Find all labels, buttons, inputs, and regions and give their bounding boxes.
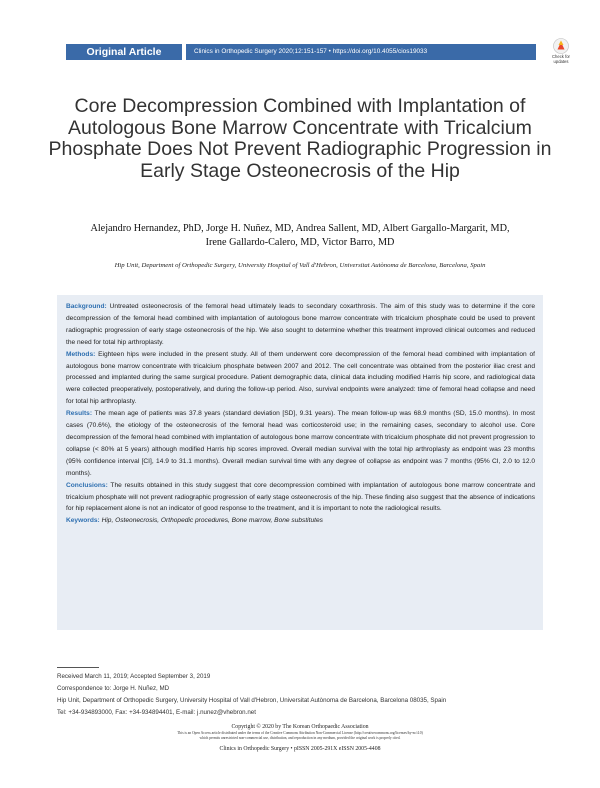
methods-label: Methods: bbox=[66, 350, 96, 358]
license-notice bbox=[60, 731, 540, 742]
article-title: Core Decompression Combined with Implantation of Autologous Bone Marrow Concentrate with Tricalcium Phosphate Does Not Prevent Radiographic Progression in Early Stage Osteonecrosis of the Hip bbox=[48, 95, 552, 182]
conclusions-label: Conclusions: bbox=[66, 481, 108, 489]
author-list bbox=[40, 222, 560, 250]
abstract-background bbox=[66, 301, 535, 349]
article-type-badge bbox=[66, 44, 182, 60]
results-text: The mean age of patients was 37.8 years (standard deviation [SD], 9.31 years). The mean follow-up was 68.9 months (SD, 15.0 months). In most cases (70.6%), the etiology of the osteonecrosis of the femoral head was corticosteroid use; in the remaining cases, secondary to alcohol use. Core decompression of the femoral head combined with implantation of autologous bone marrow concentrate with tricalcium phosphate did not prevent progression to collapse (< 80% at 5 years) although modified Harris hip scores improved. Overall median survival with the total hip arthroplasty as endpoint was 23 months (95% confidence interval [CI], 14.9 to 31.1 months). Overall median survival time with any degree of collapse as endpoint was 7 months (95% CI, 2.0 to 12.0 months). bbox=[66, 410, 535, 477]
copyright-notice: Copyright © 2020 by The Korean Orthopaedic Association bbox=[231, 724, 369, 730]
received-date: Received March 11, 2019; Accepted September 3, 2019 bbox=[57, 673, 211, 680]
results-label: Results: bbox=[66, 410, 93, 418]
conclusions-text: The results obtained in this study suggest that core decompression combined with implantation of autologous bone marrow concentrate and tricalcium phosphate will not prevent radiographic progression of early stage osteonecrosis of the hip. These finding also suggest that the absence of indications for hip replacement alone is not an indicator of good response to the treatment, and it is important to note the radiological results. bbox=[66, 481, 535, 513]
footnote-divider bbox=[57, 667, 99, 668]
author-line-2: Irene Gallardo-Calero, MD, Victor Barro, MD bbox=[205, 237, 395, 248]
citation-bar bbox=[186, 44, 536, 60]
check-for-updates-badge[interactable] bbox=[548, 38, 574, 66]
footnotes bbox=[57, 671, 557, 719]
issn-line: Clinics in Orthopedic Surgery • pISSN 2005-291X eISSN 2005-4408 bbox=[219, 746, 381, 752]
affiliation: Hip Unit, Department of Orthopedic Surgery, University Hospital of Vall d'Hebron, Universitat Autònoma de Barcelona, Barcelona, Spain bbox=[114, 262, 486, 269]
abstract-box bbox=[57, 295, 543, 630]
keywords-text: Hip, Osteonecrosis, Orthopedic procedures, Bone marrow, Bone substitutes bbox=[101, 517, 323, 525]
article-type-label: Original Article bbox=[86, 46, 162, 58]
keywords-label: Keywords: bbox=[66, 517, 100, 525]
abstract-conclusions bbox=[66, 480, 535, 516]
background-text: Untreated osteonecrosis of the femoral head ultimately leads to secondary coxarthrosis. The aim of this study was to determine if the core decompression of the femoral head combined with implantation of autologous bone marrow concentrate with tricalcium phosphate could be used to prevent radiographic progression of early stage osteonecrosis of the hip. We also sought to determine whether this treatment improved clinical outcomes and reduced the need for total hip arthroplasty. bbox=[66, 303, 535, 346]
abstract-results bbox=[66, 408, 535, 479]
check-for-updates-line1: Check for bbox=[552, 54, 570, 59]
citation-text[interactable]: Clinics in Orthopedic Surgery 2020;12:151-157 • https://doi.org/10.4055/cios19033 bbox=[194, 48, 428, 55]
abstract-keywords bbox=[66, 515, 535, 527]
check-for-updates-line2: updates bbox=[553, 59, 569, 64]
check-for-updates-icon bbox=[553, 38, 569, 54]
article-header bbox=[66, 44, 536, 60]
license-line-1[interactable]: This is an Open Access article distributed under the terms of the Creative Commons Attribution Non-Commercial License (http://creativecommons.org/licenses/by-nc/4.0) bbox=[177, 731, 423, 735]
methods-text: Eighteen hips were included in the present study. All of them underwent core decompression of the femoral head combined with implantation of autologous bone marrow concentrate with tricalcium phosphate between 2007 and 2012. The cell concentrate was obtained from the posterior iliac crest and processed and implanted during the same surgical procedure. Patient demographic data, clinical data including modified Harris hip score, and radiological data were collected preoperatively, postoperatively, and during the follow-up period. Also, survival endpoints were analyzed: time of femoral head collapse and need for total hip arthroplasty. bbox=[66, 350, 535, 406]
correspondence: Correspondence to: Jorge H. Nuñez, MD bbox=[57, 685, 170, 692]
author-line-1: Alejandro Hernandez, PhD, Jorge H. Nuñez, MD, Andrea Sallent, MD, Albert Gargallo-Margarit, MD, bbox=[90, 223, 510, 234]
background-label: Background: bbox=[66, 303, 107, 310]
correspondence-address: Hip Unit, Department of Orthopedic Surgery, University Hospital of Vall d'Hebron, Universitat Autònoma de Barcelona, Barcelona 08035, Spain bbox=[57, 697, 447, 704]
license-line-2: which permits unrestricted non-commercial use, distribution, and reproduction in any medium, provided the original work is properly cited. bbox=[199, 736, 401, 741]
abstract-methods bbox=[66, 349, 535, 409]
correspondence-contact: Tel: +34-934893000, Fax: +34-934894401, E-mail: j.nunez@vhebron.net bbox=[57, 709, 256, 716]
